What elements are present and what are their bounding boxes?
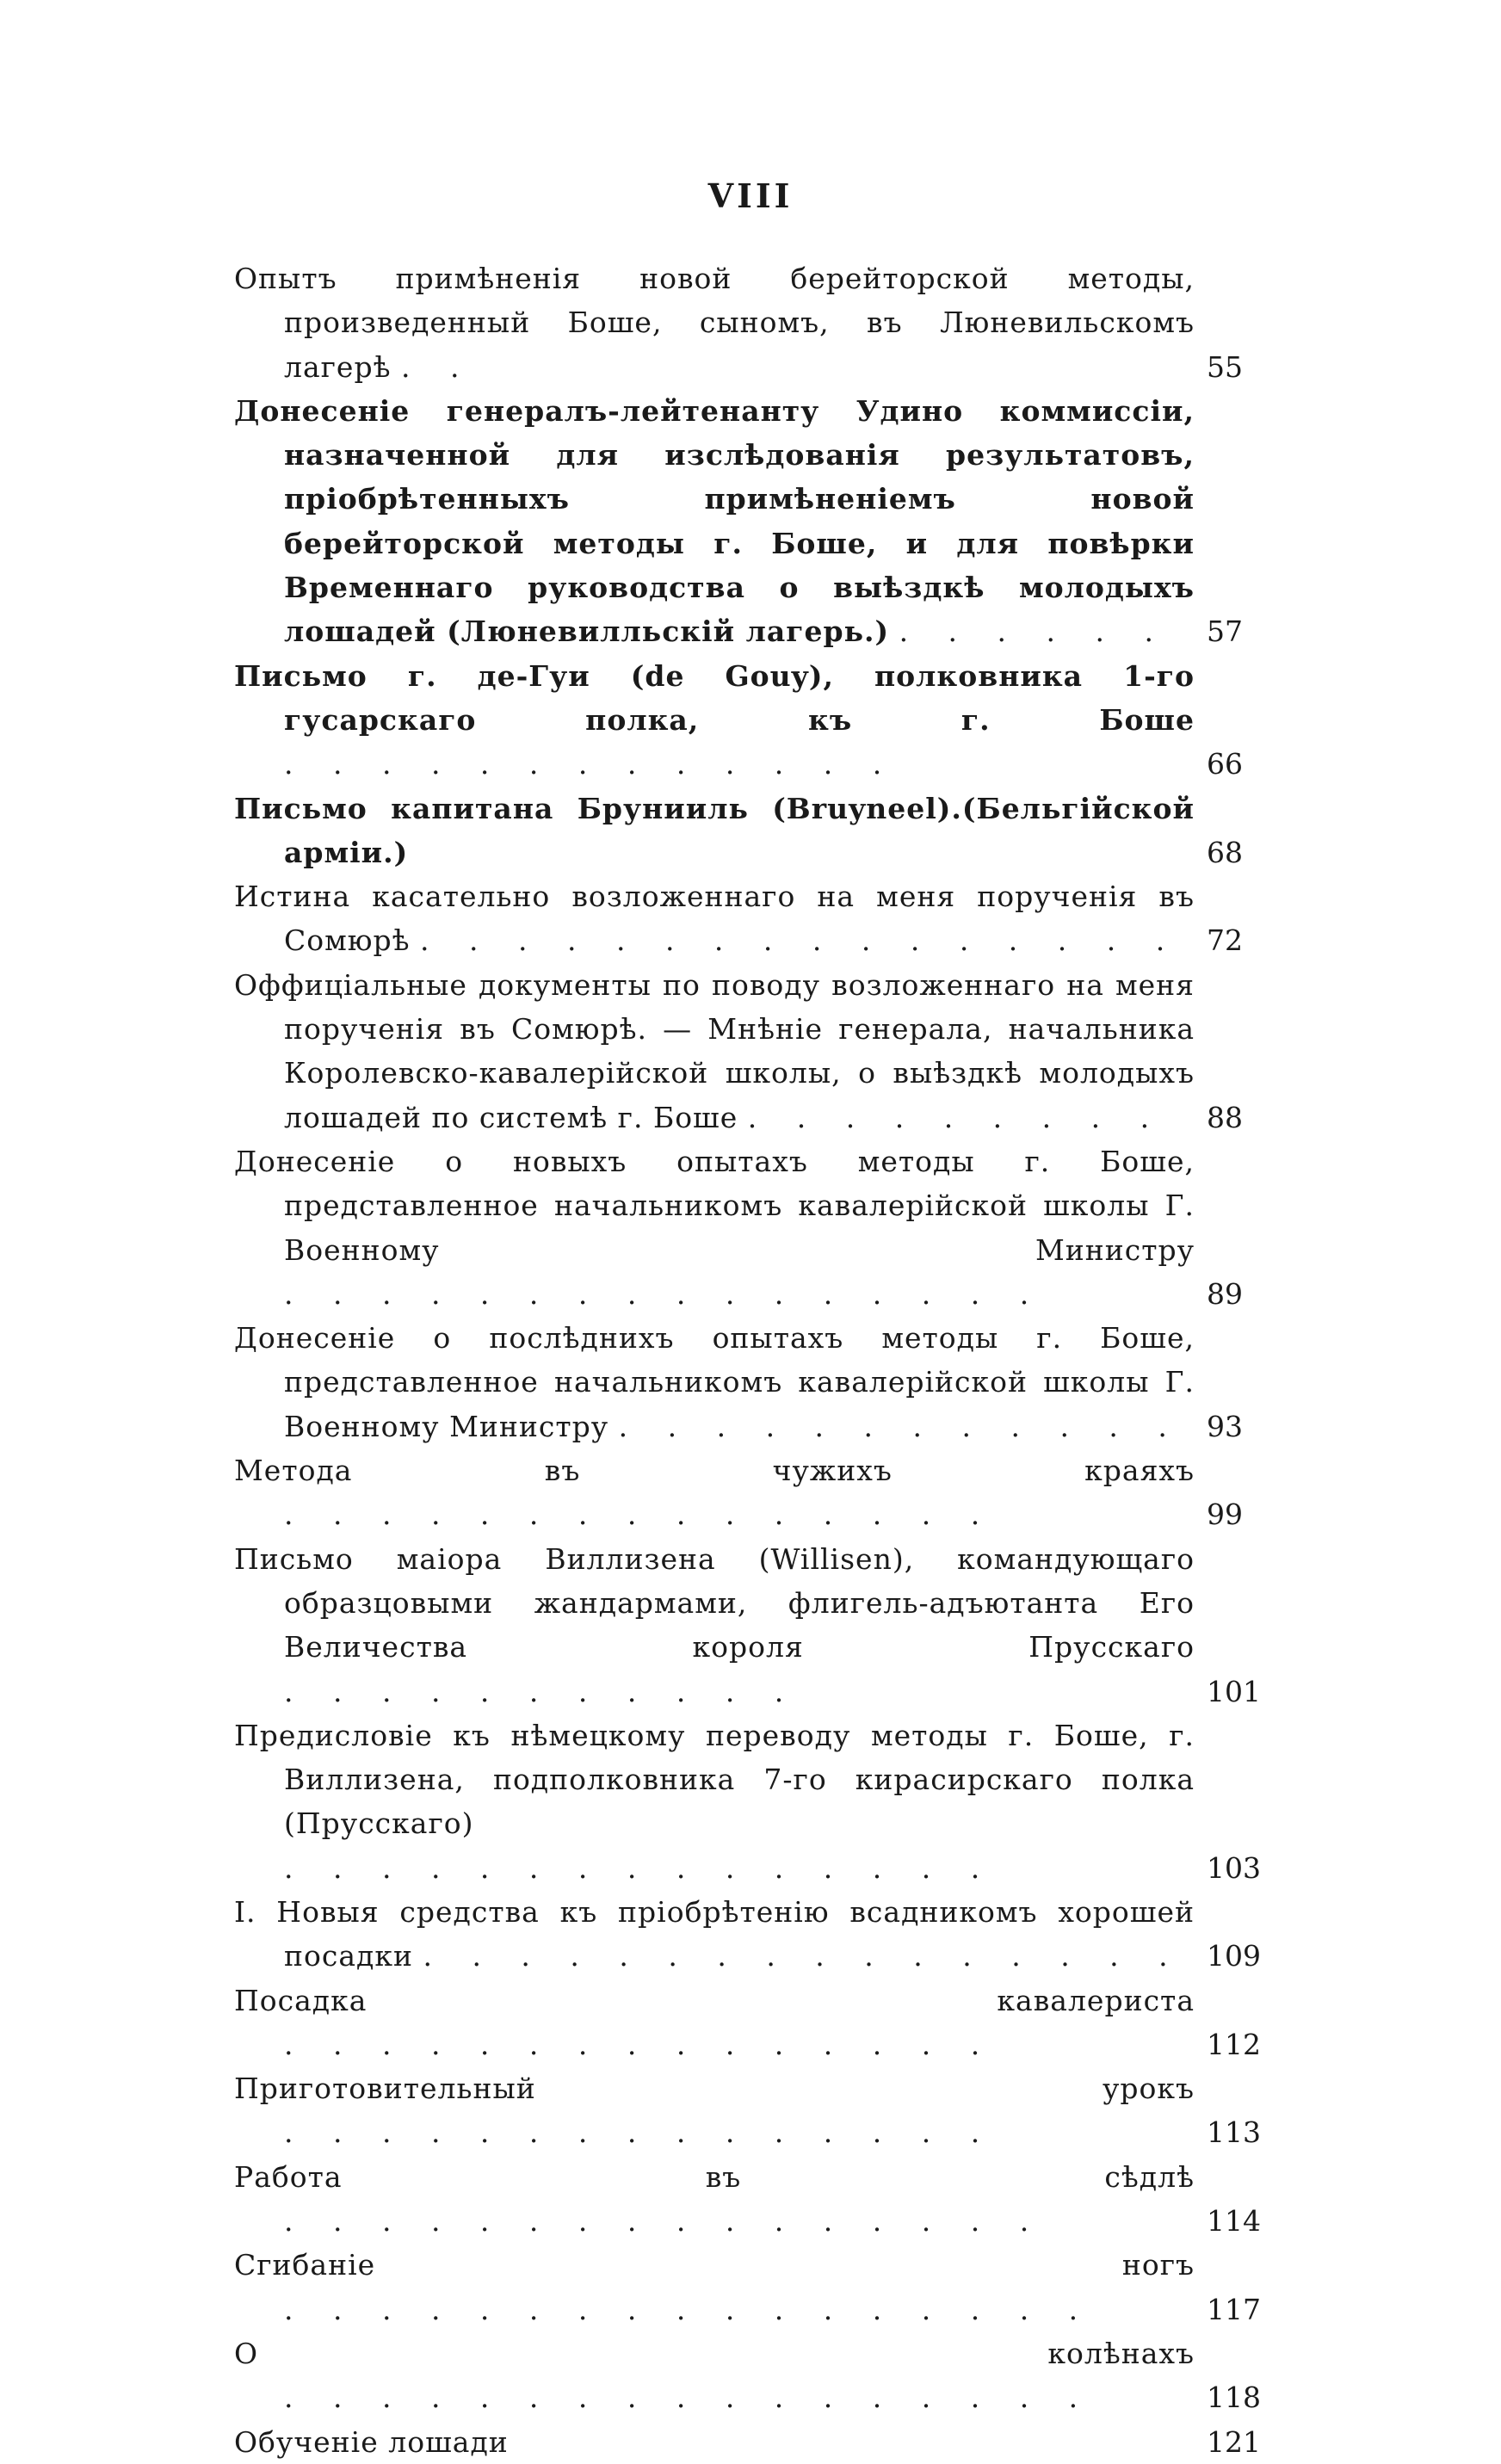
- toc-entry-page: 121: [1207, 2424, 1261, 2459]
- toc-entry-title: Обученіе лошади: [234, 2424, 509, 2459]
- toc-entry-page: 118: [1207, 2381, 1261, 2415]
- toc-entry-page: 117: [1207, 2292, 1261, 2326]
- toc-entry-title: Истина касательно возложеннаго на меня порученія въ Сомюрѣ: [234, 880, 1195, 958]
- toc-entry-title: Работа въ сѣдлѣ: [234, 2159, 1195, 2194]
- toc-entry: [234, 2331, 1261, 2420]
- toc-entry: [234, 787, 1243, 875]
- toc-entry-page: 99: [1207, 1498, 1243, 1532]
- toc-leader-dots: . . . . . . . . . . . . . . . . .: [284, 2292, 1094, 2326]
- toc-entry-page: 109: [1207, 1939, 1261, 1973]
- toc-leader-dots: . . . . . . . . .: [747, 1100, 1165, 1134]
- toc-entry-page: 72: [1207, 923, 1243, 958]
- toc-leader-dots: . . . . . . . . . . . . . . .: [284, 1850, 996, 1885]
- toc-entry-title: Опытъ примѣненія новой берейторской методы, произведенный Боше, сыномъ, въ Люневильскомъ лагерѣ: [234, 262, 1195, 384]
- toc-entry-title: Посадка кавалериста: [234, 1983, 1195, 2017]
- toc-entry: [234, 1537, 1261, 1714]
- toc-leader-dots: . . . . . . . . . . . . . . .: [284, 2027, 996, 2061]
- toc-entry-page: 101: [1207, 1674, 1261, 1708]
- toc-entry-page: 57: [1207, 614, 1243, 649]
- toc-leader-dots: . . . . . . . . . . . . .: [284, 747, 898, 781]
- toc-entry-page: 112: [1207, 2027, 1261, 2061]
- toc-entry-page: 103: [1207, 1850, 1261, 1885]
- toc-entry-title: Письмо г. де-Гуи (de Gouy), полковника 1-го гусарскаго полка, къ г. Боше: [234, 658, 1195, 737]
- toc-entry-page: 89: [1207, 1276, 1243, 1311]
- toc-leader-dots: . . . . . . . . . . . .: [618, 1409, 1183, 1443]
- toc-entry: [234, 1979, 1261, 2067]
- toc-leader-dots: . . . . . . . . . . .: [284, 1674, 800, 1708]
- toc-entry: [234, 1714, 1261, 1890]
- toc-entry: [234, 654, 1243, 787]
- toc-entry-page: 114: [1207, 2204, 1261, 2239]
- toc-entry-title: Письмо маіора Виллизена (Willisen), командующаго образцовыми жандармами, флигель-адъютанта Его Величества короля Прусскаго: [234, 1541, 1195, 1664]
- toc-leader-dots: . . . . . .: [899, 614, 1169, 649]
- toc-entry: [234, 2066, 1261, 2155]
- toc-entry-title: Приготовительный урокъ: [234, 2072, 1195, 2106]
- toc-entry-page: 55: [1207, 349, 1243, 384]
- toc-leader-dots: . . . . . . . . . . . . . . . . .: [284, 2381, 1094, 2415]
- toc-entry: [234, 256, 1243, 389]
- toc-entry: [234, 874, 1243, 963]
- toc-entry-title: Донесеніе о новыхъ опытахъ методы г. Боше, представленное начальникомъ кавалерійской школы Г. Военному Министру: [234, 1144, 1195, 1267]
- toc-entry-title: Оффиціальные документы по поводу возложеннаго на меня порученія въ Сомюрѣ. — Мнѣніе генерала, начальника Королевско-кавалерійской школы, о выѣздкѣ молодыхъ лошадей по системѣ г. Боше: [234, 967, 1195, 1134]
- toc-entry: [234, 2420, 1261, 2464]
- toc-entry-title: Донесеніе о послѣднихъ опытахъ методы г. Боше, представленное начальникомъ кавалерійской школы Г. Военному Министру: [234, 1321, 1195, 1443]
- page-number: VIII: [707, 176, 794, 215]
- toc-entry: [234, 963, 1243, 1139]
- toc-entry-title: Донесеніе генералъ-лейтенанту Удино коммиссіи, назначенной для изслѣдованія результатовъ, пріобрѣтенныхъ примѣненіемъ новой берейторской методы г. Боше, и для повѣрки Временнаго руководства о выѣздкѣ молодыхъ лошадей (Люневилльскій лагерь.): [234, 393, 1195, 649]
- toc-entry-title: Письмо капитана Брунииль (Bruyneel).(Бельгійской арміи.): [234, 791, 1195, 869]
- toc-entry: [234, 2155, 1261, 2244]
- toc-entry-page: 66: [1207, 747, 1243, 781]
- table-of-contents: [234, 256, 1261, 2464]
- toc-entry: [234, 1316, 1243, 1448]
- toc-entry: [234, 1448, 1243, 1537]
- toc-leader-dots: . . . . . . . . . . . . . . . .: [420, 923, 1181, 958]
- toc-entry-page: 93: [1207, 1409, 1243, 1443]
- toc-entry-title: Метода въ чужихъ краяхъ: [234, 1454, 1195, 1488]
- toc-entry: [234, 2243, 1261, 2331]
- toc-entry-page: 68: [1207, 835, 1243, 869]
- toc-leader-dots: . . . . . . . . . . . . . . . .: [423, 1939, 1183, 1973]
- toc-entry-page: 113: [1207, 2115, 1261, 2150]
- toc-entry: [234, 389, 1243, 654]
- toc-leader-dots: . .: [400, 349, 475, 384]
- toc-entry-title: Сгибаніе ногъ: [234, 2248, 1195, 2282]
- toc-entry-title: О колѣнахъ: [234, 2336, 1195, 2370]
- toc-leader-dots: . . . . . . . . . . . . . . .: [284, 1498, 996, 1532]
- toc-leader-dots: . . . . . . . . . . . . . . . .: [284, 2204, 1045, 2239]
- toc-leader-dots: . . . . . . . . . . . . . . . .: [284, 1276, 1045, 1311]
- toc-leader-dots: . . . . . . . . . . . . . . .: [284, 2115, 996, 2150]
- toc-entry: [234, 1139, 1243, 1316]
- toc-entry-title: I. Новыя средства къ пріобрѣтенію всадникомъ хорошей посадки: [234, 1894, 1195, 1973]
- toc-entry-title: Предисловіе къ нѣмецкому переводу методы г. Боше, г. Виллизена, подполковника 7-го кирасирскаго полка (Прусскаго): [234, 1718, 1195, 1841]
- toc-entry: [234, 1890, 1261, 1979]
- toc-entry-page: 88: [1207, 1100, 1243, 1134]
